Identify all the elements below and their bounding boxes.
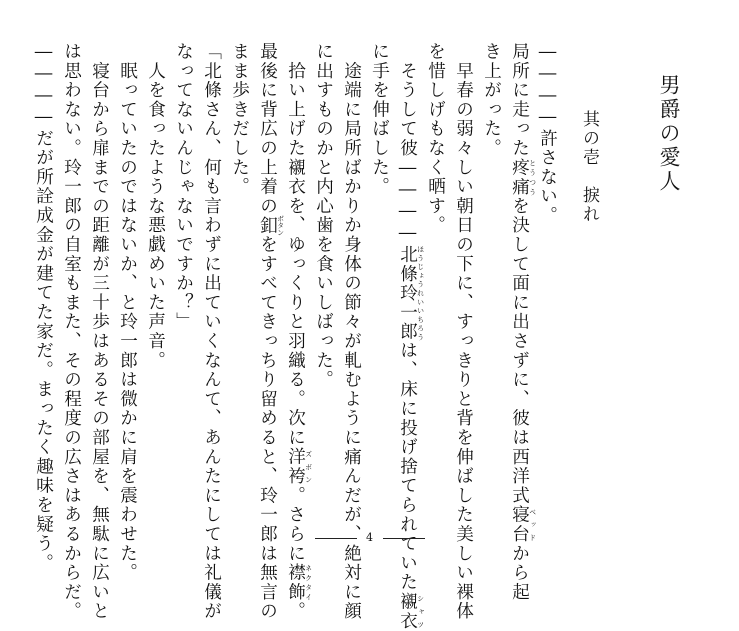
- text-line: 最後に背広の上着の釦 ボタンをすべてきっちり留めると、玲一郎は無言の: [257, 42, 285, 622]
- text-line: 「北條さん、何も言わずに出ていくなんて、あんたにしては礼儀が: [201, 42, 222, 621]
- page-number: 4: [366, 531, 373, 544]
- footer-rule-right: [383, 538, 425, 539]
- text-line: き上がった。: [481, 42, 502, 158]
- text-line: そうして彼――――北條玲一郎 ほうじょうれいいちろうは、床に投げ捨てられていた襯衣 シャツ: [397, 42, 425, 631]
- text-line: に手を伸ばした。: [369, 42, 390, 197]
- page-footer: [0, 531, 739, 544]
- footer-rule-left: [315, 538, 357, 539]
- text-line: まま歩きだした。: [229, 42, 250, 197]
- furigana-word: 襯衣 シャツ: [397, 592, 425, 631]
- text-line: なってないんじゃないですか？」: [173, 42, 194, 332]
- furigana-word: 釦 ボタン: [257, 214, 285, 236]
- book-title: 男爵の愛人: [657, 74, 681, 194]
- text-line: 人を食ったような悪戯めいた声音。: [145, 42, 166, 371]
- text-line: を惜しげもなく晒す。: [425, 42, 446, 235]
- furigana-word: 寝台 ベッド: [509, 505, 537, 544]
- furigana-word: 襟飾 ネクタイ: [285, 563, 313, 602]
- text-line: 途端に局所ばかりか身体の節々が軋むように痛んだが、絶対に顔: [341, 42, 362, 621]
- furigana-word: 洋袴 ズボン: [285, 447, 313, 486]
- text-line: 早春の弱々しい朝日の下に、すっきりと背を伸ばした美しい裸体: [453, 42, 474, 621]
- furigana-word: 疼痛 とうつう: [509, 157, 537, 197]
- text-line: 拾い上げた襯衣を、ゆっくりと羽織る。次に洋袴 ズボン。さらに襟飾 ネクタイ。: [285, 42, 313, 622]
- text-line: ――――許さない。: [537, 42, 558, 226]
- text-line: に出すものかと内心歯を食いしばった。: [313, 42, 334, 390]
- text-line: は思わない。玲一郎の自室もまた、その程度の広さはあるからだ。: [61, 42, 82, 621]
- chapter-heading: 其の壱 捩れ: [579, 110, 599, 224]
- furigana-word: 北條玲一郎 ほうじょうれいいちろう: [397, 244, 425, 342]
- text-line: 寝台から扉までの距離が三十歩はあるその部屋を、無駄に広いと: [89, 42, 110, 621]
- text-line: 局所に走った疼痛 とうつうを決して面に出さずに、彼は西洋式寝台 ベッドから起: [509, 42, 537, 602]
- text-line: 眠っていたのではないか、と玲一郎は微かに肩を震わせた。: [117, 42, 138, 583]
- text-line: ――――だが所詮成金が建てた家だ。まったく趣味を疑う。: [33, 42, 54, 573]
